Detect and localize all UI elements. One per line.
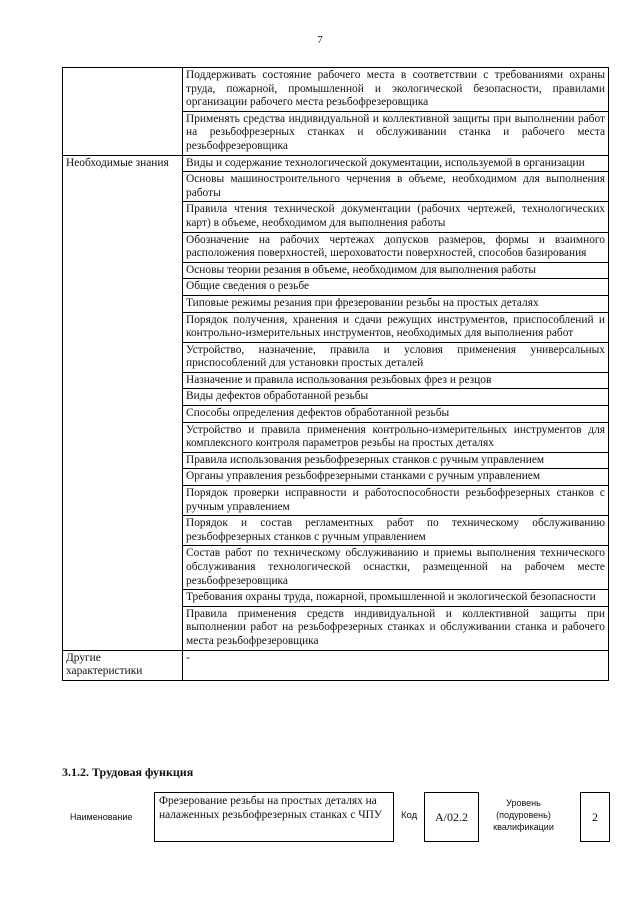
row-text: -: [183, 650, 609, 680]
qualification-level-label: Уровень (подуровень) квалификации: [493, 798, 554, 832]
function-code-box: А/02.2: [424, 792, 479, 842]
table-row: [63, 68, 609, 112]
row-text: Обозначение на рабочих чертежах допусков размеров, формы и взаимного расположения поверхностей, шероховатости поверхностей, способов базирования: [183, 232, 609, 262]
row-text: Порядок и состав регламентных работ по техническому обслуживанию резьбофрезерных станков с ручным управлением: [183, 516, 609, 546]
row-text: Применять средства индивидуальной и коллективной защиты при выполнении работ на резьбофрезерных станках и обслуживании станка и рабочего места резьбофрезеровщика: [183, 111, 609, 155]
row-text: Основы теории резания в объеме, необходимом для выполнения работы: [183, 262, 609, 279]
row-text: Правила чтения технической документации (рабочих чертежей, технологических карт) в объеме, необходимом для выполнения работы: [183, 202, 609, 232]
row-text: Поддерживать состояние рабочего места в соответствии с требованиями охраны труда, пожарной, промышленной и экологической безопасности, правилами организации рабочего места резьбофрезеровщика: [183, 68, 609, 112]
row-text: Порядок проверки исправности и работоспособности резьбофрезерных станков с ручным управлением: [183, 486, 609, 516]
row-text: Устройство и правила применения контрольно-измерительных инструментов для комплексного контроля параметров резьбы на простых деталях: [183, 422, 609, 452]
page-number: 7: [317, 34, 323, 46]
row-text: Способы определения дефектов обработанной резьбы: [183, 406, 609, 423]
row-text: Органы управления резьбофрезерными станками с ручным управлением: [183, 469, 609, 486]
qualification-level-box: 2: [580, 792, 610, 842]
row-text: Назначение и правила использования резьбовых фрез и резцов: [183, 372, 609, 389]
row-label: Другие характеристики: [63, 650, 183, 680]
row-text: Порядок получения, хранения и сдачи режущих инструментов, приспособлений и контрольно-измерительных инструментов, необходимых для выполнения работ: [183, 312, 609, 342]
row-text: Требования охраны труда, пожарной, промышленной и экологической безопасности: [183, 590, 609, 607]
competency-table: [62, 67, 609, 681]
row-text: Состав работ по техническому обслуживанию и приемы выполнения технического обслуживания технологической оснастки, размещенной на рабочем месте резьбофрезеровщика: [183, 546, 609, 590]
row-label: [63, 68, 183, 156]
function-name-label: Наименование: [70, 812, 133, 822]
table-row: [63, 650, 609, 680]
row-text: Правила применения средств индивидуальной и коллективной защиты при выполнении работ на резьбофрезерных станках и обслуживании станка и рабочего места резьбофрезеровщика: [183, 606, 609, 650]
row-text: Общие сведения о резьбе: [183, 279, 609, 296]
row-text: Виды дефектов обработанной резьбы: [183, 389, 609, 406]
row-text: Правила использования резьбофрезерных станков с ручным управлением: [183, 452, 609, 469]
row-text: Виды и содержание технологической документации, используемой в организации: [183, 155, 609, 172]
section-heading: 3.1.2. Трудовая функция: [62, 765, 194, 779]
row-text: Устройство, назначение, правила и условия применения универсальных приспособлений для установки простых деталей: [183, 342, 609, 372]
table-row: [63, 155, 609, 172]
function-code-label: Код: [401, 810, 418, 821]
row-label: Необходимые знания: [63, 155, 183, 650]
row-text: Основы машиностроительного черчения в объеме, необходимом для выполнения работы: [183, 172, 609, 202]
row-text: Типовые режимы резания при фрезеровании резьбы на простых деталях: [183, 295, 609, 312]
function-name-box: Фрезерование резьбы на простых деталях на налаженных резьбофрезерных станках с ЧПУ: [154, 792, 394, 842]
